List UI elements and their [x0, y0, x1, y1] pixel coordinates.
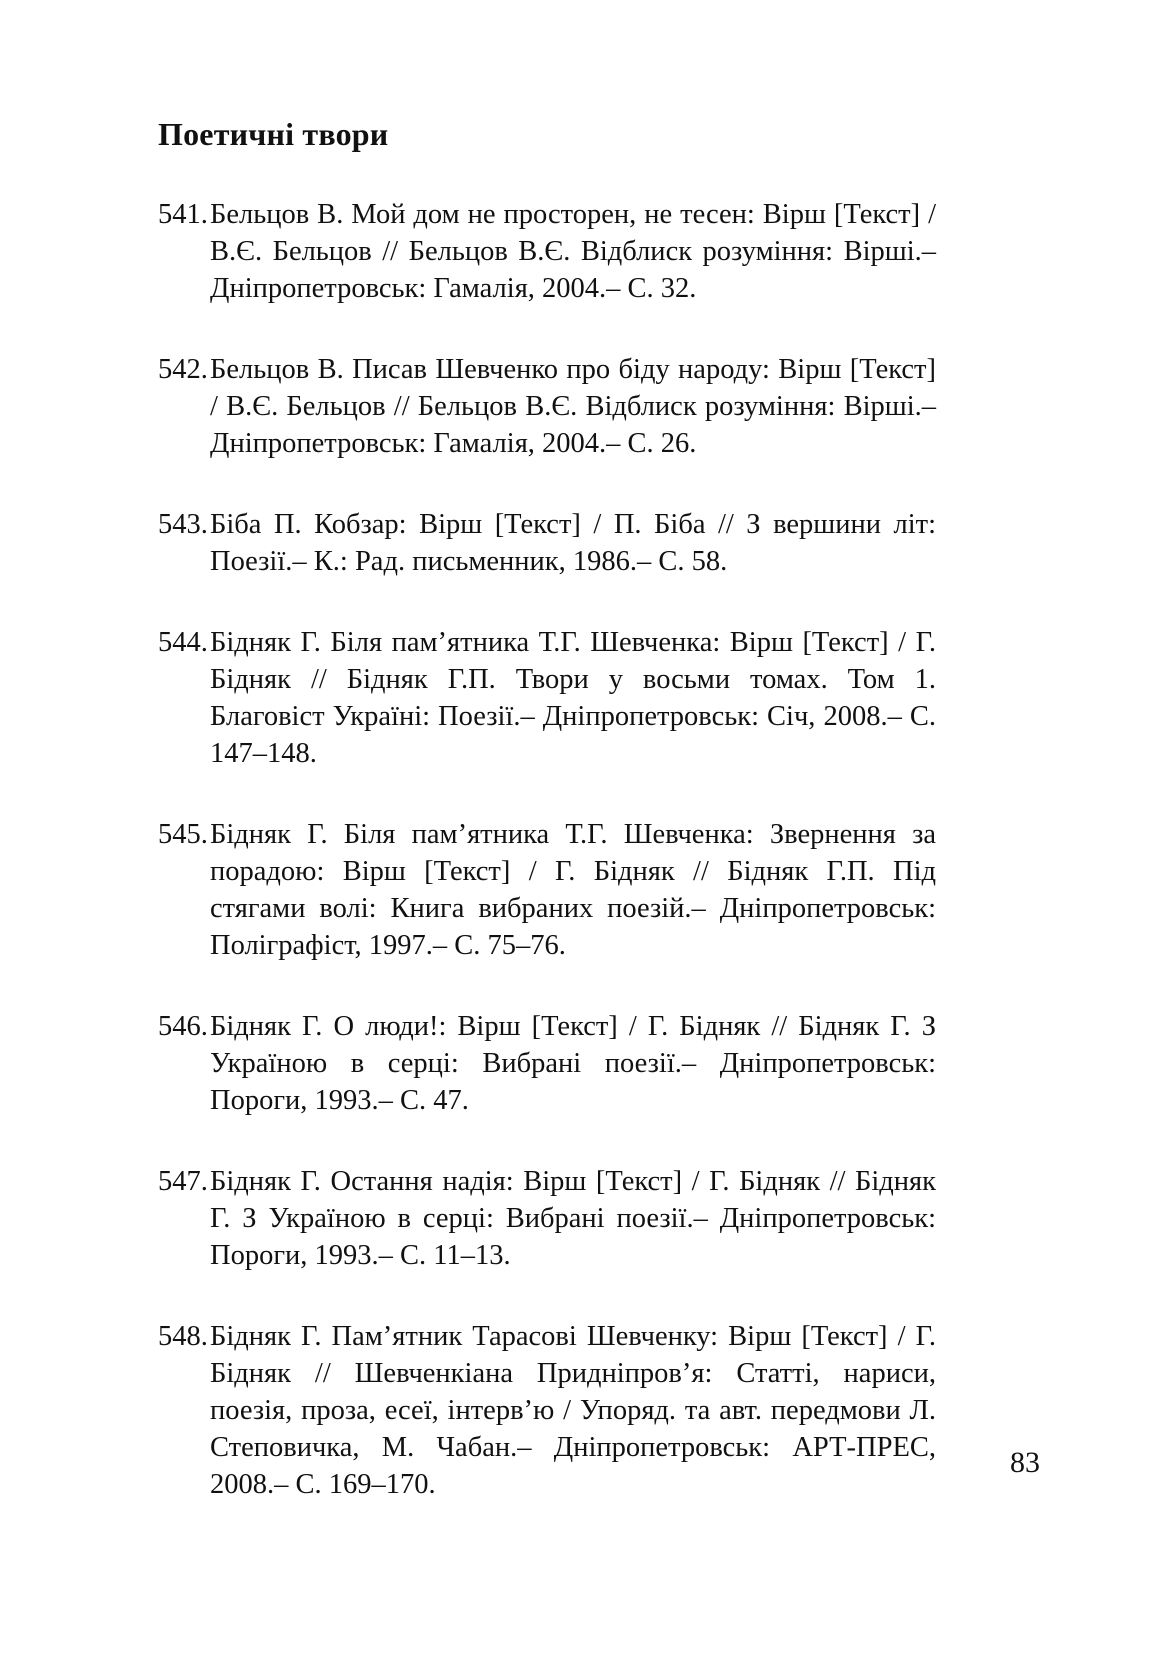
entry-text: Бідняк Г. Остання надія: Вірш [Текст] / Г. Бідняк // Бідняк Г. З Україною в серці: Вибрані поезії.– Дніпропетровськ: Пороги, 1993.– С. 11–13. — [210, 1166, 936, 1271]
entry-text: Бельцов В. Мой дом не просторен, не тесен: Вірш [Текст] / В.Є. Бельцов // Бельцов В.Є. Відблиск розуміння: Вірші.– Дніпропетровськ: Гамалія, 2004.– С. 32. — [210, 199, 936, 304]
entry-number: 543. — [158, 509, 208, 540]
entry-number: 546. — [158, 1011, 208, 1042]
bibliography-list — [158, 196, 936, 1547]
entry-number: 544. — [158, 627, 208, 658]
bibliography-entry-542 — [158, 351, 936, 462]
entry-number: 548. — [158, 1321, 208, 1352]
section-title: Поетичні твори — [158, 116, 389, 152]
bibliography-entry-545 — [158, 816, 936, 964]
entry-number: 542. — [158, 354, 208, 385]
bibliography-entry-541 — [158, 196, 936, 307]
entry-text: Бідняк Г. О люди!: Вірш [Текст] / Г. Бідняк // Бідняк Г. З Україною в серці: Вибрані поезії.– Дніпропетровськ: Пороги, 1993.– С. 47. — [210, 1011, 936, 1116]
bibliography-entry-544 — [158, 624, 936, 772]
entry-number: 545. — [158, 819, 208, 850]
entry-number: 547. — [158, 1166, 208, 1197]
bibliography-entry-547 — [158, 1163, 936, 1274]
entry-text: Бідняк Г. Пам’ятник Тарасові Шевченку: Вірш [Текст] / Г. Бідняк // Шевченкіана Придніпров’я: Статті, нариси, поезія, проза, есеї, інтерв’ю / Упоряд. та авт. передмови Л. Степовичка, М. Чабан.– Дніпропетровськ: АРТ-ПРЕС, 2008.– С. 169–170. — [210, 1321, 936, 1500]
entry-text: Біба П. Кобзар: Вірш [Текст] / П. Біба // З вершини літ: Поезії.– К.: Рад. письменник, 1986.– С. 58. — [210, 509, 936, 577]
bibliography-entry-543 — [158, 506, 936, 580]
entry-text: Бідняк Г. Біля пам’ятника Т.Г. Шевченка: Звернення за порадою: Вірш [Текст] / Г. Бідняк // Бідняк Г.П. Під стягами волі: Книга вибраних поезій.– Дніпропетровськ: Поліграфіст, 1997.– С. 75–76. — [210, 819, 936, 961]
page-number: 83 — [1010, 1446, 1040, 1479]
bibliography-entry-548 — [158, 1318, 936, 1503]
entry-text: Бельцов В. Писав Шевченко про біду народу: Вірш [Текст] / В.Є. Бельцов // Бельцов В.Є. Відблиск розуміння: Вірші.– Дніпропетровськ: Гамалія, 2004.– С. 26. — [210, 354, 936, 459]
entry-text: Бідняк Г. Біля пам’ятника Т.Г. Шевченка: Вірш [Текст] / Г. Бідняк // Бідняк Г.П. Твори у восьми томах. Том 1. Благовіст Україні: Поезії.– Дніпропетровськ: Січ, 2008.– С. 147–148. — [210, 627, 936, 769]
entry-number: 541. — [158, 199, 208, 230]
bibliography-entry-546 — [158, 1008, 936, 1119]
